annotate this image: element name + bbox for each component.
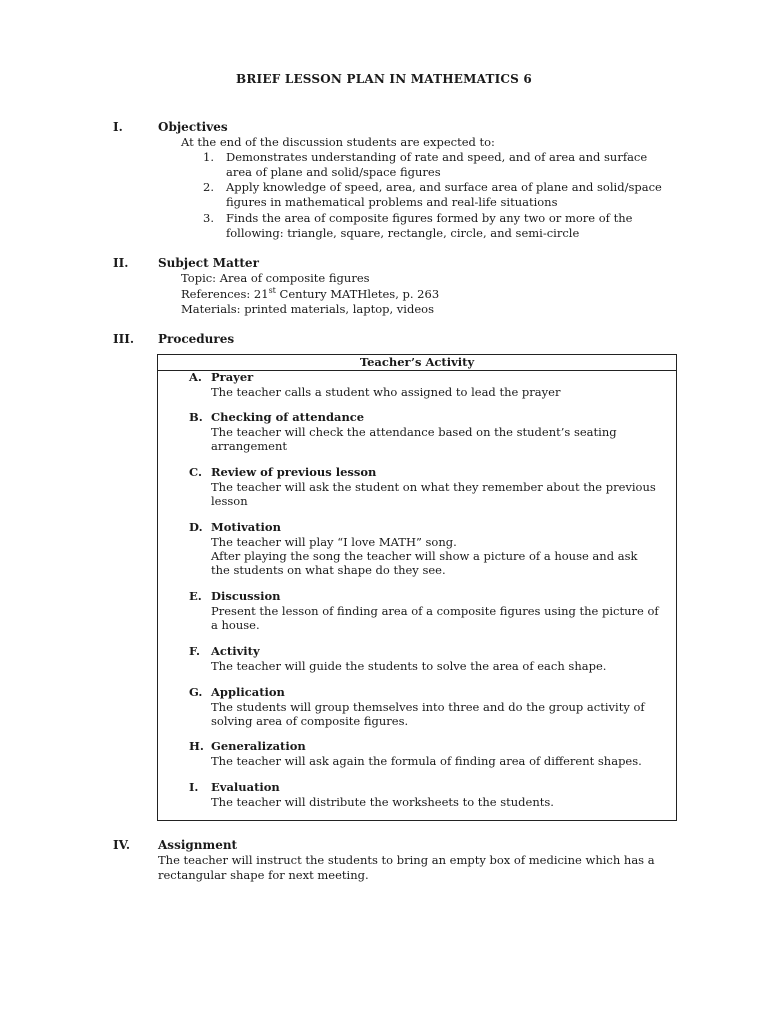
section-number-procedures: III. [113,332,135,346]
activity-letter: D. [189,520,203,534]
references-superscript: st [268,286,276,296]
activity-line: The teacher will check the attendance based on the student’s seating [211,425,617,439]
activity-title: Discussion [211,589,281,603]
table-header: Teacher’s Activity [158,355,676,371]
objective-line: Finds the area of composite figures formed by any two or more of the [226,211,633,225]
section-number-objectives: I. [113,120,123,134]
activity-title: Motivation [211,520,281,534]
activity-line: The students will group themselves into three and do the group activity of [211,700,645,714]
document-title: BRIEF LESSON PLAN IN MATHEMATICS 6 [236,72,532,86]
subject-references [181,287,439,302]
activity-line: The teacher will guide the students to solve the area of each shape. [211,659,607,673]
assignment-line: The teacher will instruct the students to bring an empty box of medicine which has a [158,853,655,867]
activity-letter: A. [189,370,202,384]
activity-line: solving area of composite figures. [211,714,409,728]
section-number-subject-matter: II. [113,256,129,270]
objective-line: following: triangle, square, rectangle, circle, and semi-circle [226,226,580,240]
activity-letter: G. [189,685,203,699]
activity-title: Review of previous lesson [211,465,377,479]
objective-number: 3. [203,211,214,225]
activity-line: arrangement [211,439,288,453]
activity-title: Prayer [211,370,254,384]
activity-letter: B. [189,410,203,424]
activity-letter: F. [189,644,201,658]
subject-materials: Materials: printed materials, laptop, videos [181,302,434,316]
activity-title: Application [211,685,285,699]
objective-number: 1. [203,150,214,164]
assignment-body [158,853,678,883]
section-heading-objectives: Objectives [158,120,228,134]
objective-line: Apply knowledge of speed, area, and surface area of plane and solid/space [226,180,662,194]
activity-line: The teacher calls a student who assigned to lead the prayer [211,385,561,399]
activity-line: Present the lesson of finding area of a composite figures using the picture of [211,604,659,618]
objective-line: Demonstrates understanding of rate and speed, and of area and surface [226,150,648,164]
activity-line: a house. [211,618,260,632]
section-heading-assignment: Assignment [158,838,238,852]
subject-topic: Topic: Area of composite figures [181,271,370,285]
assignment-line: rectangular shape for next meeting. [158,868,369,882]
activity-title: Checking of attendance [211,410,365,424]
activity-letter: H. [189,739,204,753]
section-heading-subject-matter: Subject Matter [158,256,259,270]
activity-line: After playing the song the teacher will show a picture of a house and ask [211,549,638,563]
activity-letter: I. [189,780,199,794]
section-heading-procedures: Procedures [158,332,235,346]
activity-line: The teacher will play “I love MATH” song. [211,535,457,549]
activity-title: Generalization [211,739,306,753]
activity-line: the students on what shape do they see. [211,563,446,577]
objective-number: 2. [203,180,214,194]
procedures-table [157,354,677,821]
activity-title: Evaluation [211,780,280,794]
objective-line: figures in mathematical problems and real-life situations [226,195,558,209]
activity-line: The teacher will ask the student on what they remember about the previous [211,480,656,494]
activity-line: The teacher will distribute the worksheets to the students. [211,795,554,809]
activity-letter: C. [189,465,202,479]
references-suffix: Century MATHletes, p. 263 [275,287,440,301]
objectives-intro: At the end of the discussion students are expected to: [181,135,495,149]
activity-letter: E. [189,589,202,603]
objective-line: area of plane and solid/space figures [226,165,441,179]
activity-title: Activity [211,644,260,658]
references-prefix: References: 21 [181,287,269,301]
activity-line: lesson [211,494,248,508]
section-number-assignment: IV. [113,838,131,852]
activity-line: The teacher will ask again the formula of finding area of different shapes. [211,754,642,768]
